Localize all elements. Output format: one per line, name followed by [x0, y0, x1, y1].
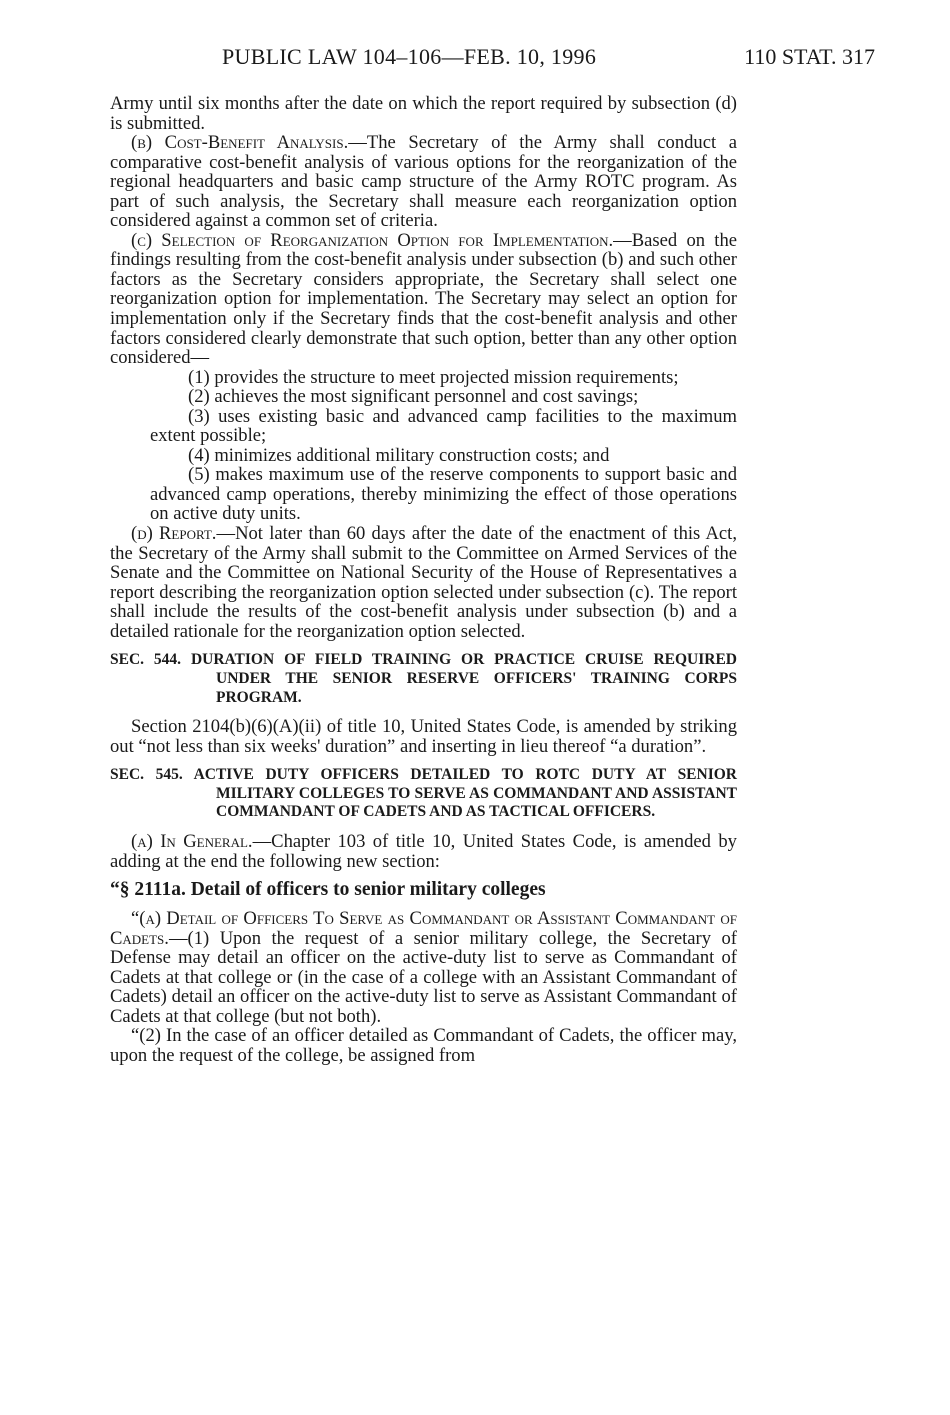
list-item-4: (4) minimizes additional military construction costs; and: [188, 444, 610, 466]
subsection-a: [110, 832, 737, 871]
quoted-subsection-a: [110, 909, 737, 1026]
section-545-heading: [110, 766, 737, 822]
section-544-title: DURATION OF FIELD TRAINING OR PRACTICE CRUISE REQUIRED UNDER THE SENIOR RESERVE OFFICERS' TRAINING CORPS PROGRAM.: [190, 651, 737, 706]
subsection-a-text: —Chapter 103 of title 10, United States Code, is amended by adding at the end the following new section:: [110, 830, 737, 872]
subsection-b-text: —The Secretary of the Army shall conduct a comparative cost-benefit analysis of various options for the reorganization of the regional headquarters and basic camp structure of the Army ROTC program. As part of such analysis, the Secretary shall measure each reorganization option considered against a common set of criteria.: [110, 132, 737, 232]
section-544-text: Section 2104(b)(6)(A)(ii) of title 10, United States Code, is amended by striking out “not less than six weeks' duration” and inserting in lieu thereof “a duration”.: [110, 716, 737, 757]
statute-page-number: 110 STAT. 317: [744, 44, 875, 69]
subsection-b: [110, 133, 737, 231]
subsection-c: [110, 231, 737, 368]
list-item-2: (2) achieves the most significant personnel and cost savings;: [188, 386, 639, 408]
section-545-number: SEC. 545.: [110, 766, 183, 784]
subsection-b-heading: (b) Cost-Benefit Analysis.: [131, 132, 349, 154]
quoted-subsection-a-heading: “(a) Detail of Officers To Serve as Commandant or Assistant Commandant of Cadets.: [110, 908, 737, 949]
subsection-d-heading: (d) Report.: [131, 523, 217, 545]
list-item-1: (1) provides the structure to meet projected mission requirements;: [188, 366, 679, 388]
continuation-paragraph: Army until six months after the date on which the report required by subsection (d) is submitted.: [110, 93, 737, 134]
document-body: [110, 94, 737, 1065]
list-item-5: (5) makes maximum use of the reserve components to support basic and advanced camp operations, thereby minimizing the effect of those operations on active duty units.: [150, 464, 737, 525]
section-2111a-heading: “§ 2111a. Detail of officers to senior military colleges: [110, 879, 546, 901]
public-law-citation: PUBLIC LAW 104–106—FEB. 10, 1996: [222, 44, 597, 69]
subsection-a-heading: (a) In General.: [131, 830, 253, 852]
subsection-d-text: —Not later than 60 days after the date of the enactment of this Act, the Secretary of the Army shall submit to the Committee on Armed Services of the Senate and the Committee on National Security of the House of Representatives a report describing the reorganization option selected under subsection (c). The report shall include the results of the cost-benefit analysis under subsection (b) and a detailed rationale for the reorganization option selected.: [110, 523, 737, 642]
subsection-c-text: —Based on the findings resulting from the cost-benefit analysis under subsection (b) and such other factors as the Secretary considers appropriate, the Secretary shall select one reorganization option for implementation. The Secretary may select an option for implementation only if the Secretary finds that the cost-benefit analysis and other factors considered clearly demonstrate that such option, better than any other option considered—: [110, 229, 738, 369]
section-545-title: ACTIVE DUTY OFFICERS DETAILED TO ROTC DUTY AT SENIOR MILITARY COLLEGES TO SERVE AS COMMANDANT AND ASSISTANT COMMANDANT OF CADETS AND AS TACTICAL OFFICERS.: [193, 766, 737, 821]
quoted-subsection-a-text: —(1) Upon the request of a senior military college, the Secretary of Defense may detail an officer on the active-duty list to serve as Commandant of Cadets at that college or (in the case of a college with an Assistant Commandant of Cadets) detail an officer on the active-duty list to serve as Assistant Commandant of Cadets at that college (but not both).: [110, 927, 737, 1027]
section-544-heading: [110, 651, 737, 707]
quoted-paragraph-2: “(2) In the case of an officer detailed as Commandant of Cadets, the officer may, upon the request of the college, be assigned from: [110, 1025, 737, 1066]
page-header: [110, 44, 875, 78]
list-item-3: (3) uses existing basic and advanced camp facilities to the maximum extent possible;: [150, 405, 737, 447]
subsection-d: [110, 524, 737, 641]
section-544-number: SEC. 544.: [110, 651, 182, 669]
subsection-c-heading: (c) Selection of Reorganization Option for Implementation.: [131, 229, 614, 251]
